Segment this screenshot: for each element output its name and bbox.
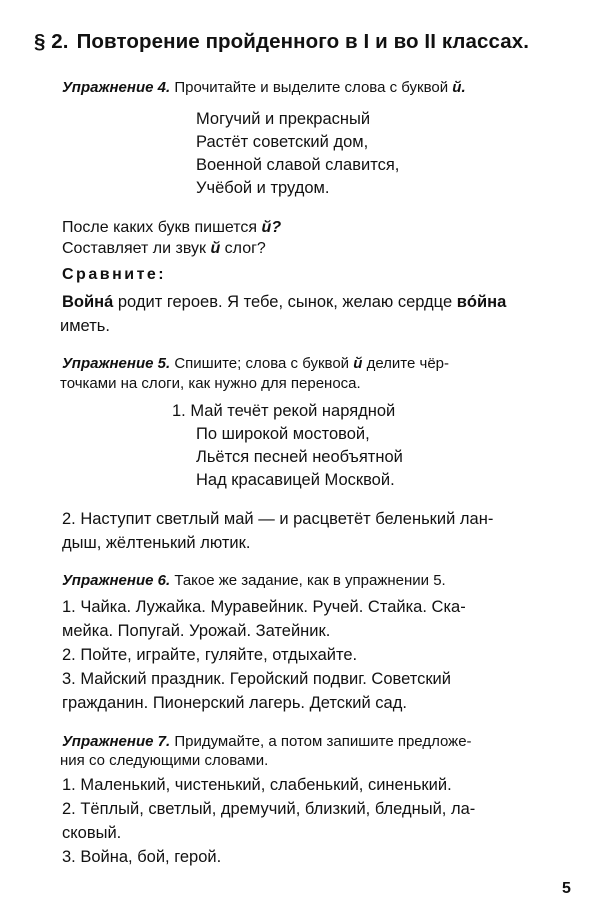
poem-line [172, 400, 403, 423]
exercise-7-item-2-line-2: сковый. [62, 824, 122, 842]
question-letter: й? [261, 219, 282, 236]
question-text: После каких букв пишется [62, 219, 258, 236]
poem-line: Над красавицей Москвой. [196, 471, 395, 489]
exercise-4-label: Упражнение 4. [62, 79, 171, 96]
poem-line: Льётся песней необъятной [196, 448, 403, 466]
exercise-5-item-2-line-1: 2. Наступит светлый май — и расцветёт беленький лан- [62, 510, 494, 528]
compare-label: Сравните: [62, 266, 167, 283]
exercise-5-item-2-line-2: дыш, жёлтенький лютик. [62, 534, 251, 552]
poem-line-text: Май течёт рекой нарядной [190, 402, 396, 420]
poem-number: 1. [172, 402, 186, 420]
exercise-6-label: Упражнение 6. [62, 572, 171, 589]
exercise-4-poem [196, 108, 399, 200]
exercise-7-item-1: 1. Маленький, чистенький, слабенький, синенький. [62, 776, 452, 794]
poem-line: Растёт советский дом, [196, 133, 369, 151]
exercise-6-item-3-line-1: 3. Майский праздник. Геройский подвиг. Советский [62, 670, 451, 688]
compare-word-2: вóйна [456, 293, 507, 311]
exercise-7-item-2-line-1: 2. Тёплый, светлый, дремучий, близкий, бледный, ла- [62, 800, 476, 818]
exercise-4-letter: й. [452, 79, 466, 96]
exercise-6-text: Такое же задание, как в упражнении 5. [174, 572, 446, 589]
poem-line: Могучий и прекрасный [196, 110, 371, 128]
exercise-5-letter: й [353, 355, 363, 372]
section-title: Повторение пройденного в I и во II классах. [76, 30, 530, 53]
poem-line: Учёбой и трудом. [196, 179, 330, 197]
exercise-5-text-end: делите чёр- [366, 355, 449, 372]
exercise-7-text: Придумайте, а потом запишите предложе- [174, 733, 472, 750]
exercise-6-item-1-line-1: 1. Чайка. Лужайка. Муравейник. Ручей. Стайка. Ска- [62, 598, 466, 616]
exercise-7-instruction-2: ния со следующими словами. [60, 752, 269, 769]
exercise-5-instruction-2: точками на слоги, как нужно для переноса. [60, 375, 361, 392]
exercise-4-question-2 [62, 240, 266, 258]
exercise-5-text: Спишите; слова с буквой [174, 355, 350, 372]
exercise-6-item-1-line-2: мейка. Попугай. Урожай. Затейник. [62, 622, 331, 640]
exercise-6-item-3-line-2: гражданин. Пионерский лагерь. Детский сад. [62, 694, 407, 712]
exercise-4-instruction [62, 79, 466, 96]
section-number: § 2. [34, 30, 69, 53]
exercise-7-instruction [62, 733, 472, 750]
compare-sentence [62, 293, 506, 312]
compare-word-1: Войнá [62, 293, 114, 311]
exercise-6-instruction [62, 572, 446, 589]
exercise-5-label: Упражнение 5. [62, 355, 171, 372]
poem-line: Военной славой славится, [196, 156, 400, 174]
question-letter: й [210, 240, 221, 257]
poem-line: По широкой мостовой, [196, 425, 370, 443]
compare-end: иметь. [60, 317, 110, 335]
question-text-end: слог? [224, 240, 266, 257]
exercise-4-text: Прочитайте и выделите слова с буквой [174, 79, 449, 96]
section-heading [34, 30, 574, 54]
compare-middle: родит героев. Я тебе, сынок, желаю сердце [117, 293, 453, 311]
exercise-5-poem [172, 400, 403, 492]
exercise-7-item-3: 3. Война, бой, герой. [62, 848, 222, 866]
exercise-4-question-1 [62, 219, 281, 237]
exercise-7-label: Упражнение 7. [62, 733, 171, 750]
question-text: Составляет ли звук [62, 240, 206, 257]
page-number: 5 [562, 880, 571, 897]
exercise-5-instruction [62, 355, 449, 372]
exercise-6-item-2: 2. Пойте, играйте, гуляйте, отдыхайте. [62, 646, 358, 664]
